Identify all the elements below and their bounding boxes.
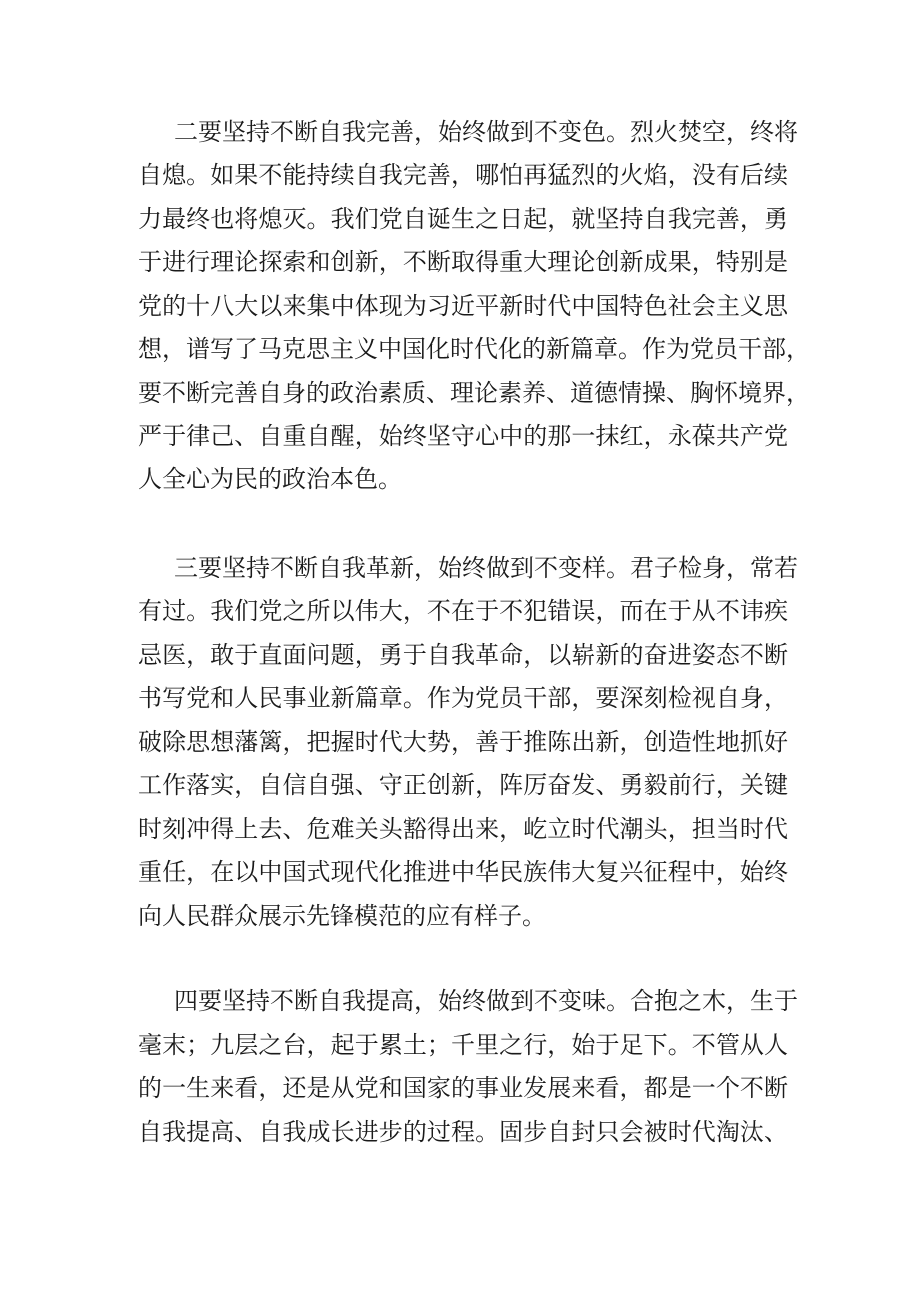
text-line: 自我提高、自我成长进步的过程。固步自封只会被时代淘汰、 <box>138 1118 788 1146</box>
text-line: 二要坚持不断自我完善，始终做到不变色。烈火焚空，终将 <box>174 118 798 146</box>
text-line: 于进行理论探索和创新，不断取得重大理论创新成果，特别是 <box>138 248 788 276</box>
text-line: 想，谱写了马克思主义中国化时代化的新篇章。作为党员干部， <box>138 335 810 363</box>
text-line: 的一生来看，还是从党和国家的事业发展来看，都是一个不断 <box>138 1074 788 1102</box>
text-line: 要不断完善自身的政治素质、理论素养、道德情操、胸怀境界， <box>138 379 810 407</box>
text-line: 工作落实，自信自强、守正创新，阵厉奋发、勇毅前行，关键 <box>138 771 788 799</box>
text-line: 时刻冲得上去、危难关头豁得出来，屹立时代潮头，担当时代 <box>138 815 788 843</box>
text-line: 有过。我们党之所以伟大，不在于不犯错误，而在于从不讳疾 <box>138 597 788 625</box>
text-line: 严于律己、自重自醒，始终坚守心中的那一抹红，永葆共产党 <box>138 422 788 450</box>
text-line: 自熄。如果不能持续自我完善，哪怕再猛烈的火焰，没有后续 <box>138 161 788 189</box>
text-line: 四要坚持不断自我提高，始终做到不变味。合抱之木，生于 <box>174 987 798 1015</box>
text-line: 人全心为民的政治本色。 <box>138 465 402 493</box>
text-line: 力最终也将熄灭。我们党自诞生之日起，就坚持自我完善，勇 <box>138 205 788 233</box>
text-line: 党的十八大以来集中体现为习近平新时代中国特色社会主义思 <box>138 292 788 320</box>
text-line: 重任，在以中国式现代化推进中华民族伟大复兴征程中，始终 <box>138 858 788 886</box>
text-line: 向人民群众展示先锋模范的应有样子。 <box>138 902 546 930</box>
text-line: 三要坚持不断自我革新，始终做到不变样。君子检身，常若 <box>174 554 798 582</box>
text-line: 忌医，敢于直面问题，勇于自我革命，以崭新的奋进姿态不断 <box>138 641 788 669</box>
text-line: 毫末；九层之台，起于累土；千里之行，始于足下。不管从人 <box>138 1031 788 1059</box>
text-line: 书写党和人民事业新篇章。作为党员干部，要深刻检视自身， <box>138 684 788 712</box>
text-line: 破除思想藩篱，把握时代大势，善于推陈出新，创造性地抓好 <box>138 728 788 756</box>
